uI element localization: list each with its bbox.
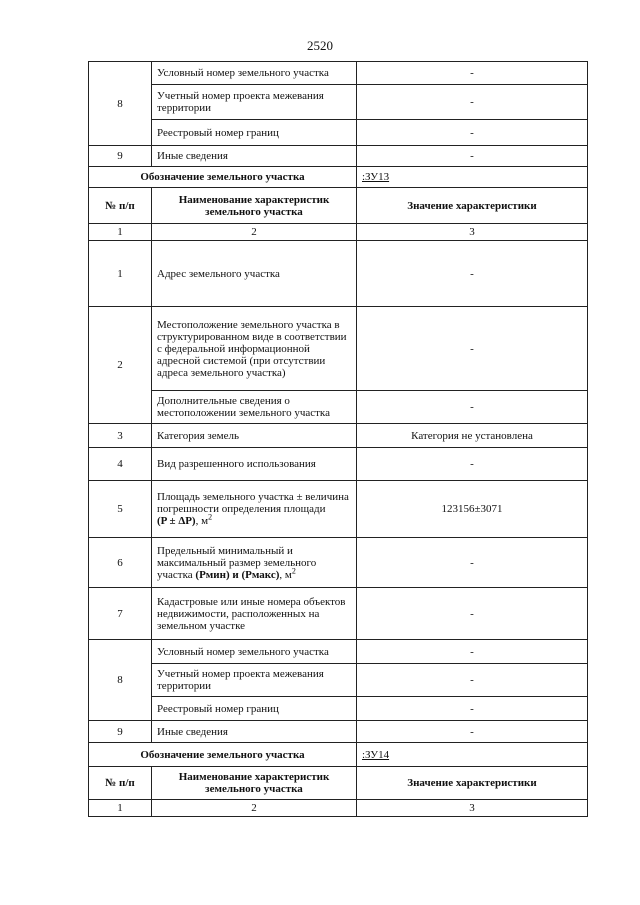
characteristic-name [152,481,357,538]
characteristic-name: Реестровый номер границ [152,120,357,146]
table-row [89,588,588,640]
table-row [89,62,588,85]
designation-row [89,743,588,767]
row-number: 5 [89,481,152,538]
characteristic-value: - [357,85,588,120]
column-numbers-row [89,224,588,241]
characteristic-value: - [357,391,588,424]
table-row [89,721,588,743]
characteristic-name: Адрес земельного участка [152,241,357,307]
characteristic-value: - [357,146,588,167]
land-plots-table [88,61,588,817]
characteristic-value: - [357,307,588,391]
col-number: 3 [357,224,588,241]
table-row [89,640,588,664]
col-number: 3 [357,800,588,817]
header-value: Значение характеристики [357,188,588,224]
characteristic-name: Учетный номер проекта межевания территории [152,85,357,120]
row-number: 1 [89,241,152,307]
unit-power: 2 [291,565,296,575]
column-numbers-row [89,800,588,817]
header-row [89,188,588,224]
row-number: 3 [89,424,152,448]
characteristic-value: - [357,664,588,697]
table-row [89,697,588,721]
table-row [89,146,588,167]
designation-label: Обозначение земельного участка [89,743,357,767]
designation-value [357,743,588,767]
designation-value [357,167,588,188]
table-row [89,241,588,307]
characteristic-name: Вид разрешенного использования [152,448,357,481]
unit: , м [279,568,292,581]
row-number: 8 [89,640,152,721]
header-num: № п/п [89,188,152,224]
characteristic-name: Иные сведения [152,146,357,167]
characteristic-value: - [357,538,588,588]
name-text: Предельный минимальный и максимальный размер земельного участка [157,544,317,581]
col-number: 2 [152,800,357,817]
header-name: Наименование характеристик земельного участка [152,767,357,800]
name-text: Площадь земельного участка ± величина погрешности определения площади [157,491,349,515]
table-row [89,391,588,424]
formula: (Pмин) и (Pмакс) [195,568,280,581]
col-number: 1 [89,224,152,241]
characteristic-name: Местоположение земельного участка в структурированном виде в соответствии с федеральной информационной адресной системой (при отсутствии адреса земельного участка) [152,307,357,391]
unit: , м [195,515,209,527]
table-row [89,85,588,120]
unit-power: 2 [208,512,213,522]
characteristic-value: - [357,241,588,307]
characteristic-name: Условный номер земельного участка [152,62,357,85]
table-row [89,307,588,391]
row-number: 9 [89,146,152,167]
characteristic-name: Реестровый номер границ [152,697,357,721]
header-name: Наименование характеристик земельного участка [152,188,357,224]
col-number: 2 [152,224,357,241]
formula: (P ± ΔP) [157,515,196,527]
characteristic-name: Категория земель [152,424,357,448]
row-number: 8 [89,62,152,146]
characteristic-value: - [357,62,588,85]
row-number: 2 [89,307,152,424]
header-row [89,767,588,800]
characteristic-value: - [357,588,588,640]
table-row [89,538,588,588]
col-number: 1 [89,800,152,817]
header-num: № п/п [89,767,152,800]
characteristic-value: Категория не установлена [357,424,588,448]
table-row [89,664,588,697]
designation-label: Обозначение земельного участка [89,167,357,188]
table-row [89,120,588,146]
characteristic-name [152,538,357,588]
characteristic-value: - [357,448,588,481]
characteristic-value: 123156±3071 [357,481,588,538]
designation-row [89,167,588,188]
characteristic-name: Кадастровые или иные номера объектов недвижимости, расположенных на земельном участке [152,588,357,640]
table-row [89,481,588,538]
table-row [89,448,588,481]
characteristic-name: Условный номер земельного участка [152,640,357,664]
plot-id: :ЗУ13 [362,171,390,183]
table-row [89,424,588,448]
row-number: 6 [89,538,152,588]
row-number: 4 [89,448,152,481]
characteristic-value: - [357,640,588,664]
characteristic-name: Учетный номер проекта межевания территории [152,664,357,697]
row-number: 7 [89,588,152,640]
characteristic-name: Иные сведения [152,721,357,743]
header-value: Значение характеристики [357,767,588,800]
row-number: 9 [89,721,152,743]
characteristic-value: - [357,120,588,146]
plot-id: :ЗУ14 [362,748,390,761]
page-number: 2520 [307,38,333,53]
characteristic-value: - [357,721,588,743]
characteristic-name: Дополнительные сведения о местоположении земельного участка [152,391,357,424]
characteristic-value: - [357,697,588,721]
